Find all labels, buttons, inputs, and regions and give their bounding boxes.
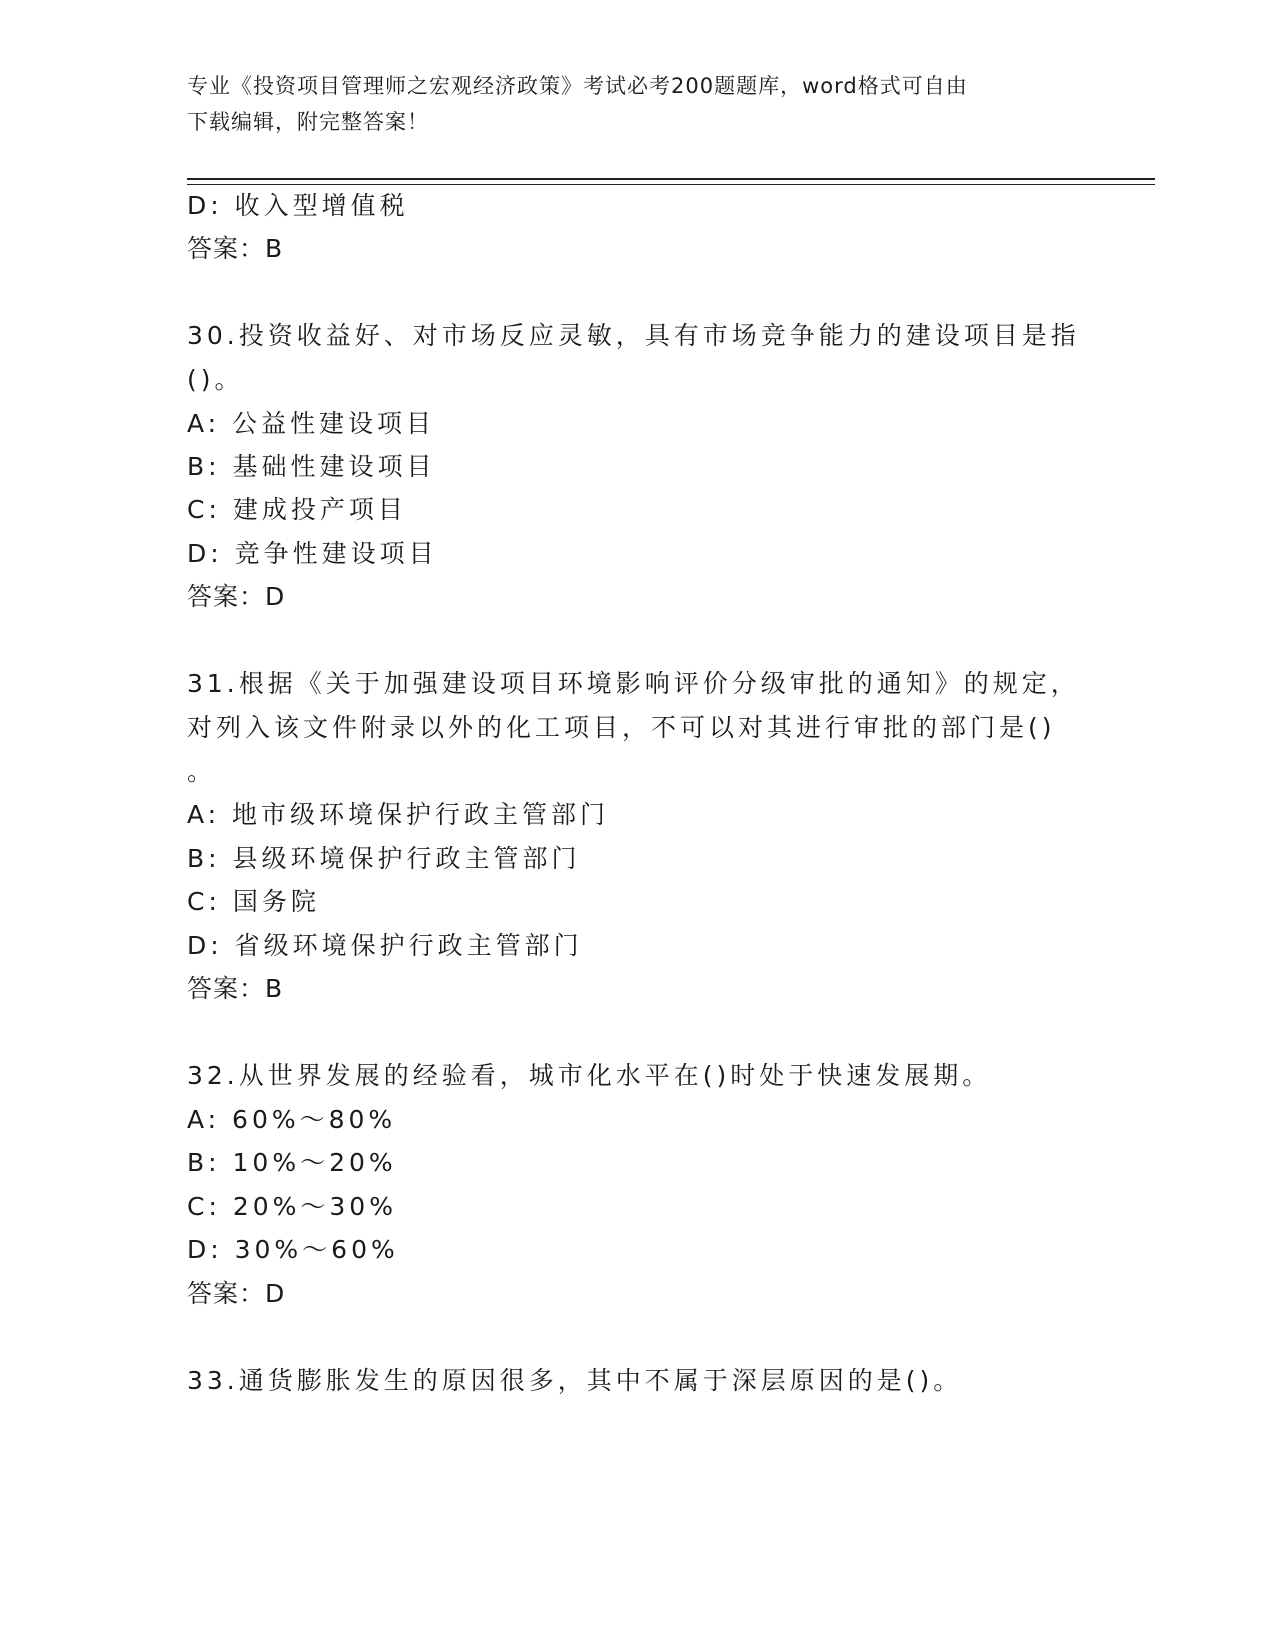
q31-option-c: C: 国务院 <box>187 887 320 916</box>
q32-stem-line-1: 32.从世界发展的经验看，城市化水平在()时处于快速发展期。 <box>187 1061 992 1090</box>
header-rule-thick <box>187 178 1155 180</box>
q31-stem-line-1: 31.根据《关于加强建设项目环境影响评价分级审批的通知》的规定， <box>187 669 1080 698</box>
q32-option-c: C: 20%～30% <box>187 1192 397 1221</box>
q31-stem-line-2: 对列入该文件附录以外的化工项目，不可以对其进行审批的部门是() <box>187 713 1056 742</box>
prev-answer: 答案：B <box>187 234 284 263</box>
document-header <box>187 68 1087 140</box>
header-line-2: 下载编辑，附完整答案！ <box>187 110 429 134</box>
q30-stem-line-2: ()。 <box>187 365 244 394</box>
header-line-1: 专业《投资项目管理师之宏观经济政策》考试必考200题题库，word格式可自由 <box>187 74 968 98</box>
q33-stem-line-1: 33.通货膨胀发生的原因很多，其中不属于深层原因的是()。 <box>187 1366 963 1395</box>
q31-option-d: D: 省级环境保护行政主管部门 <box>187 931 583 960</box>
q31-answer: 答案：B <box>187 974 284 1003</box>
header-rule-thin <box>187 184 1155 185</box>
q30-stem-line-1: 30.投资收益好、对市场反应灵敏，具有市场竞争能力的建设项目是指 <box>187 321 1080 350</box>
q31-stem-line-3: 。 <box>187 757 217 786</box>
q32-option-d: D: 30%～60% <box>187 1235 399 1264</box>
q30-option-b: B: 基础性建设项目 <box>187 452 436 481</box>
q32-option-b: B: 10%～20% <box>187 1148 397 1177</box>
q32-option-a: A: 60%～80% <box>187 1105 397 1134</box>
q30-answer: 答案：D <box>187 582 286 611</box>
q30-option-d: D: 竞争性建设项目 <box>187 539 438 568</box>
q30-option-c: C: 建成投产项目 <box>187 495 407 524</box>
q31-option-b: B: 县级环境保护行政主管部门 <box>187 844 581 873</box>
q31-option-a: A: 地市级环境保护行政主管部门 <box>187 800 610 829</box>
prev-option-d: D: 收入型增值税 <box>187 191 409 220</box>
q32-answer: 答案：D <box>187 1279 286 1308</box>
q30-option-a: A: 公益性建设项目 <box>187 409 436 438</box>
